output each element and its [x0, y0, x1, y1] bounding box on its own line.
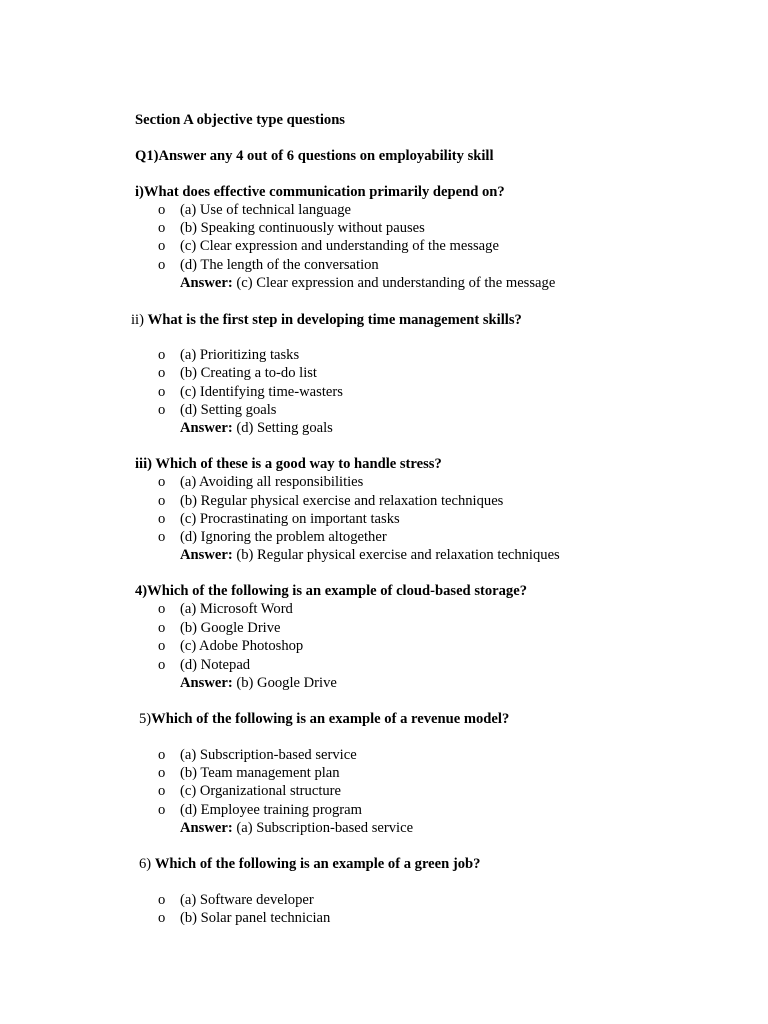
- option: (c) Identifying time-wasters: [180, 384, 343, 400]
- option: (b) Google Drive: [180, 620, 281, 636]
- bullet: o: [158, 802, 166, 818]
- option: (b) Speaking continuously without pauses: [180, 220, 425, 236]
- option: (a) Microsoft Word: [180, 601, 293, 617]
- answer-text: (b) Regular physical exercise and relaxation techniques: [236, 547, 560, 563]
- answer-label: Answer:: [180, 547, 233, 563]
- question-text: Which of the following is an example of a green job?: [154, 856, 481, 872]
- option: (a) Prioritizing tasks: [180, 347, 300, 363]
- option: (a) Software developer: [180, 892, 314, 908]
- question-prefix: 6): [139, 856, 155, 872]
- question-5: [139, 710, 509, 728]
- bullet: o: [158, 529, 166, 545]
- question-3: [135, 455, 442, 473]
- option: (d) The length of the conversation: [180, 257, 379, 273]
- question-6: [139, 855, 480, 873]
- bullet: o: [158, 620, 166, 636]
- question-text: i)What does effective communication primarily depend on?: [135, 184, 505, 200]
- question-text: What is the first step in developing time management skills?: [147, 312, 522, 328]
- option: (b) Creating a to-do list: [180, 365, 317, 381]
- option: (b) Regular physical exercise and relaxation techniques: [180, 493, 504, 509]
- answer-line: [180, 674, 337, 692]
- option: (d) Notepad: [180, 657, 251, 673]
- question-text: iii) Which of these is a good way to handle stress?: [135, 456, 442, 472]
- bullet: o: [158, 783, 166, 799]
- option: (d) Ignoring the problem altogether: [180, 529, 387, 545]
- option: (c) Clear expression and understanding of the message: [180, 238, 499, 254]
- instruction: Q1)Answer any 4 out of 6 questions on employability skill: [135, 148, 494, 164]
- question-prefix: ii): [131, 312, 148, 328]
- question-prefix: 5): [139, 711, 152, 727]
- answer-line: [180, 419, 333, 437]
- answer-label: Answer:: [180, 420, 233, 436]
- bullet: o: [158, 220, 166, 236]
- bullet: o: [158, 765, 166, 781]
- option: (c) Organizational structure: [180, 783, 342, 799]
- question-1: [135, 183, 505, 201]
- bullet: o: [158, 910, 166, 926]
- option: (a) Avoiding all responsibilities: [180, 474, 364, 490]
- bullet: o: [158, 257, 166, 273]
- answer-text: (d) Setting goals: [236, 420, 333, 436]
- answer-text: (c) Clear expression and understanding of the message: [236, 275, 556, 291]
- bullet: o: [158, 511, 166, 527]
- bullet: o: [158, 474, 166, 490]
- bullet: o: [158, 347, 166, 363]
- section-title: Section A objective type questions: [135, 112, 345, 128]
- answer-text: (a) Subscription-based service: [236, 820, 414, 836]
- option: (d) Employee training program: [180, 802, 362, 818]
- answer-line: [180, 274, 555, 292]
- bullet: o: [158, 657, 166, 673]
- answer-label: Answer:: [180, 675, 233, 691]
- question-2: [131, 311, 522, 329]
- bullet: o: [158, 384, 166, 400]
- option: (a) Use of technical language: [180, 202, 351, 218]
- bullet: o: [158, 402, 166, 418]
- question-text: 4)Which of the following is an example of cloud-based storage?: [135, 583, 528, 599]
- question-4: [135, 582, 527, 600]
- bullet: o: [158, 202, 166, 218]
- option: (a) Subscription-based service: [180, 747, 357, 763]
- option: (b) Solar panel technician: [180, 910, 331, 926]
- answer-line: [180, 819, 413, 837]
- answer-text: (b) Google Drive: [236, 675, 337, 691]
- bullet: o: [158, 493, 166, 509]
- question-text: Which of the following is an example of a revenue model?: [151, 711, 510, 727]
- bullet: o: [158, 638, 166, 654]
- bullet: o: [158, 238, 166, 254]
- option: (d) Setting goals: [180, 402, 277, 418]
- answer-label: Answer:: [180, 275, 233, 291]
- answer-label: Answer:: [180, 820, 233, 836]
- answer-line: [180, 546, 560, 564]
- option: (c) Adobe Photoshop: [180, 638, 304, 654]
- option: (c) Procrastinating on important tasks: [180, 511, 400, 527]
- bullet: o: [158, 365, 166, 381]
- bullet: o: [158, 892, 166, 908]
- bullet: o: [158, 747, 166, 763]
- bullet: o: [158, 601, 166, 617]
- option: (b) Team management plan: [180, 765, 340, 781]
